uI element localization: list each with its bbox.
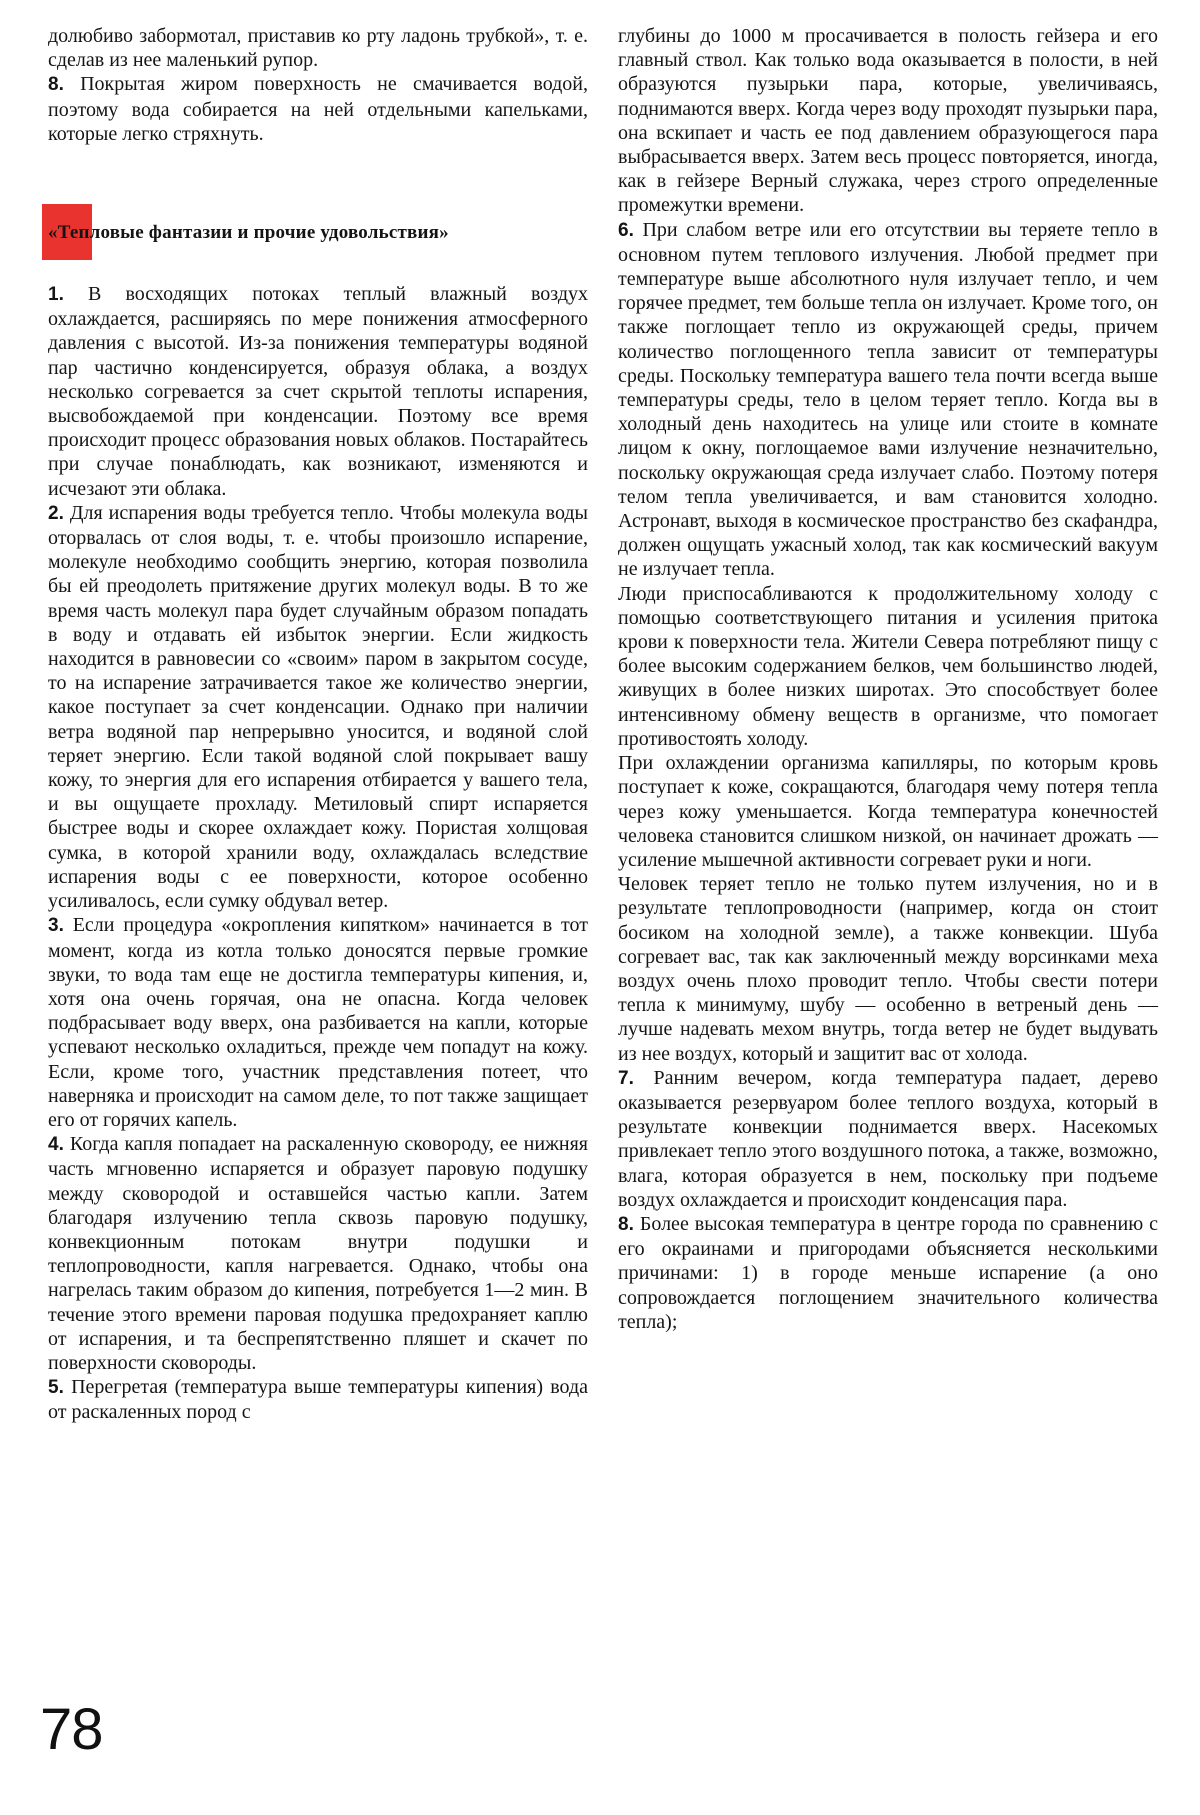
item-number: 2.	[48, 502, 64, 524]
answer-item-5	[48, 1375, 588, 1424]
answer-item-7	[618, 1066, 1158, 1212]
intro-continuation: долюбиво забормотал, приставив ко рту ладонь трубкой», т. е. сделав из нее маленький рупор.	[48, 25, 588, 72]
answer-item-4	[48, 1132, 588, 1375]
item-text: Более высокая температура в центре города по сравнению с его окраинами и пригородами объясняется несколькими причинами: 1) в городе меньше испарение (а оно сопровождается поглощением значительного количества тепла);	[618, 1212, 1159, 1333]
item-number: 7.	[618, 1067, 634, 1089]
item-text: Ранним вечером, когда температура падает, дерево оказывается резервуаром более теплого воздуха, который в результате конвекции поднимается вверх. Насекомых привлекает тепло этого воздушного потока, а также, возможно, влага, которая образуется в нем, поскольку при подъеме воздух охлаждается и происходит конденсация пара.	[618, 1066, 1158, 1211]
answer-item-8	[618, 1212, 1158, 1334]
left-column	[48, 24, 588, 1425]
item-6-paragraph: Люди приспосабливаются к продолжительному холоду с помощью соответствующего питания и усиления притока крови к поверхности тела. Жители Севера потребляют пищу с более высоким содержанием белков, чем большинство людей, живущих в более низких широтах. Это способствует более интенсивному обмену веществ в организме, что помогает противостоять холоду.	[618, 582, 1158, 750]
answer-item-3	[48, 913, 588, 1132]
page-number: 78	[40, 1697, 103, 1762]
item-number: 6.	[618, 219, 634, 241]
item-number: 3.	[48, 915, 64, 937]
answer-item-2	[48, 501, 588, 913]
item-6-paragraph: При охлаждении организма капилляры, по которым кровь поступает к коже, сокращаются, благодаря чему потеря тепла через кожу уменьшается. Когда температура конечностей человека становится слишком низкой, он начинает дрожать — усиление мышечной активности согревает руки и ноги.	[618, 752, 1158, 871]
answer-item-8-previous	[48, 72, 588, 146]
item-number: 8.	[618, 1213, 634, 1235]
item-text: Если процедура «окропления кипятком» начинается в тот момент, когда из котла только доносятся первые громкие звуки, то вода там еще не достигла температуры кипения, и, хотя она очень горячая, она не опасна. Когда человек подбрасывает воду вверх, она разбивается на капли, которые успевают несколько охладиться, прежде чем попадут на кожу. Если, кроме того, участник представления потеет, что наверняка и происходит на самом деле, то пот также защищает его от горячих капель.	[48, 914, 588, 1131]
section-heading	[48, 204, 588, 260]
item-5-continuation: глубины до 1000 м просачивается в полость гейзера и его главный ствол. Как только вода оказывается в полости, в ней образуются пузырьки пара, которые, увеличиваясь, поднимаются вверх. Когда через воду проходят пузырьки пара, она вскипает и часть ее под давлением образующегося пара выбрасывается вверх. Затем весь процесс повторяется, иногда, как в гейзере Верный служака, через строго определенные промежутки времени.	[618, 25, 1158, 217]
item-number: 1.	[48, 284, 64, 306]
item-text: В восходящих потоках теплый влажный воздух охлаждается, расширяясь по мере понижения атмосферного давления с высотой. Из-за понижения температуры водяной пар частично конденсируется, образуя облака, а воздух несколько согревается за счет скрытой теплоты испарения, высвобождаемой при конденсации. Поэтому все время происходит процесс образования новых облаков. Постарайтесь при случае понаблюдать, как возникают, изменяются и исчезают эти облака.	[48, 283, 588, 500]
item-number: 5.	[48, 1377, 64, 1399]
item-text: Перегретая (температура выше температуры кипения) вода от раскаленных пород с	[48, 1376, 589, 1424]
item-6-paragraph: Человек теряет тепло не только путем излучения, но и в результате теплопроводности (например, когда он стоит босиком на холодной земле), а также конвекции. Шуба согревает вас, так как заключенный между ворсинками меха воздух очень плохо проводит тепло. Чтобы свести потери тепла к минимуму, шубу — особенно в ветреный день — лучше надевать мехом внутрь, тогда ветер не будет выдувать из нее воздух, который и защитит вас от холода.	[618, 873, 1158, 1065]
answer-item-6	[618, 218, 1158, 582]
answer-item-1	[48, 282, 588, 501]
right-column	[618, 24, 1158, 1334]
section-heading-text: «Тепловые фантазии и прочие удовольствия»	[48, 222, 449, 244]
item-number: 4.	[48, 1134, 64, 1156]
item-text: Покрытая жиром поверхность не смачивается водой, поэтому вода собирается на ней отдельными капельками, которые легко стряхнуть.	[48, 73, 589, 145]
item-number: 8.	[48, 74, 64, 96]
item-text: При слабом ветре или его отсутствии вы теряете тепло в основном путем теплового излучения. Любой предмет при температуре выше абсолютного нуля излучает тепло, и чем горячее предмет, тем больше тепла он излучает. Кроме того, он также поглощает тепло из окружающей среды, причем количество поглощенного тепла зависит от температуры среды. Поскольку температура вашего тела почти всегда выше температуры среды, тело в целом теряет тепло. Когда вы в холодный день находитесь на улице или стоите в комнате лицом к окну, поглощаемое вами излучение незначительно, поскольку окружающая среда излучает слабо. Поэтому потеря телом тепла увеличивается, и вам становится холодно. Астронавт, выходя в космическое пространство без скафандра, должен ощущать ужасный холод, так как космический вакуум не излучает тепла.	[618, 218, 1158, 581]
item-text: Когда капля попадает на раскаленную сковороду, ее нижняя часть мгновенно испаряется и образует паровую подушку между сковородой и оставшейся частью капли. Затем благодаря излучению тепла сквозь паровую подушку, конвекционным потокам внутри подушки и теплопроводности, капля нагревается. Однако, чтобы она нагрелась таким образом до кипения, потребуется 1—2 мин. В течение этого времени паровая подушка предохраняет каплю от испарения, и та беспрепятственно пляшет и скачет по поверхности сковороды.	[48, 1133, 588, 1374]
item-text: Для испарения воды требуется тепло. Чтобы молекула воды оторвалась от слоя воды, т. е. чтобы произошло испарение, молекуле необходимо сообщить энергию, которая позволила бы ей преодолеть притяжение других молекул воды. В то же время часть молекул пара будет случайным образом попадать в воду и отдавать ей избыток энергии. Если жидкость находится в равновесии со «своим» паром в закрытом сосуде, то на испарение затрачивается такое же количество энергии, какое поступает за счет конденсации. Однако при наличии ветра водяной пар непрерывно уносится, и водяной слой теряет энергию. Если такой водяной слой покрывает вашу кожу, то энергия для его испарения отбирается у вашего тела, и вы ощущаете прохладу. Метиловый спирт испаряется быстрее воды и скорее охлаждает кожу. Пористая холщовая сумка, в которой хранили воду, охлаждалась вследствие испарения воды с ее поверхности, которое особенно усиливалось, если сумку обдувал ветер.	[48, 501, 588, 913]
